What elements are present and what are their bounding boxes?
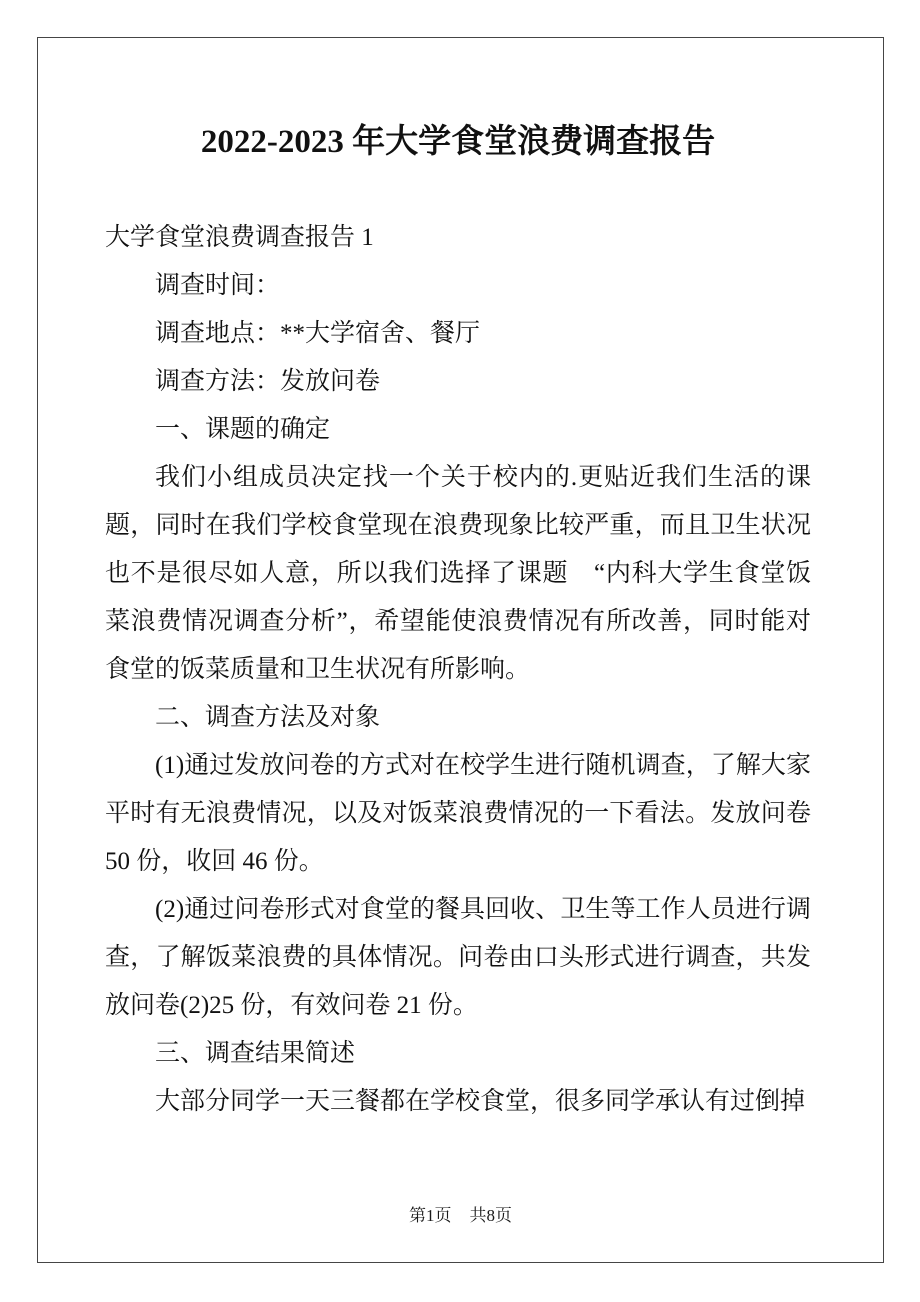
- paragraph-results-summary: 大部分同学一天三餐都在学校食堂，很多同学承认有过倒掉: [155, 1088, 806, 1115]
- footer-total-pages: 共8页: [469, 1206, 512, 1225]
- document-subtitle: 大学食堂浪费调查报告 1: [105, 224, 374, 251]
- footer-page-number: 第1页: [409, 1206, 452, 1225]
- section-heading-method: 二、调查方法及对象: [155, 704, 381, 731]
- page-border-frame: [37, 37, 884, 1263]
- document-title: 2022-2023 年大学食堂浪费调查报告: [200, 124, 716, 160]
- section-heading-topic: 一、课题的确定: [155, 416, 331, 443]
- meta-survey-location: 调查地点：**大学宿舍、餐厅: [155, 320, 481, 347]
- document-body: [105, 118, 811, 1126]
- paragraph-method-questionnaire-students: (1)通过发放问卷的方式对在校学生进行随机调查，了解大家平时有无浪费情况，以及对饭菜浪费情况的一下看法。发放问卷 50 份，收回 46 份。: [105, 752, 811, 875]
- paragraph-topic-determination: 我们小组成员决定找一个关于校内的.更贴近我们生活的课题，同时在我们学校食堂现在浪费现象比较严重，而且卫生状况也不是很尽如人意，所以我们选择了课题 “内科大学生食堂饭菜浪费情况调查分析”，希望能使浪费情况有所改善，同时能对食堂的饭菜质量和卫生状况有所影响。: [105, 464, 811, 683]
- meta-survey-method: 调查方法：发放问卷: [155, 368, 381, 395]
- section-heading-results: 三、调查结果简述: [155, 1040, 356, 1067]
- page-footer: [38, 1205, 883, 1227]
- paragraph-method-questionnaire-staff: (2)通过问卷形式对食堂的餐具回收、卫生等工作人员进行调查，了解饭菜浪费的具体情况。问卷由口头形式进行调查，共发放问卷(2)25 份，有效问卷 21 份。: [105, 896, 811, 1019]
- meta-survey-time: 调查时间：: [155, 272, 281, 299]
